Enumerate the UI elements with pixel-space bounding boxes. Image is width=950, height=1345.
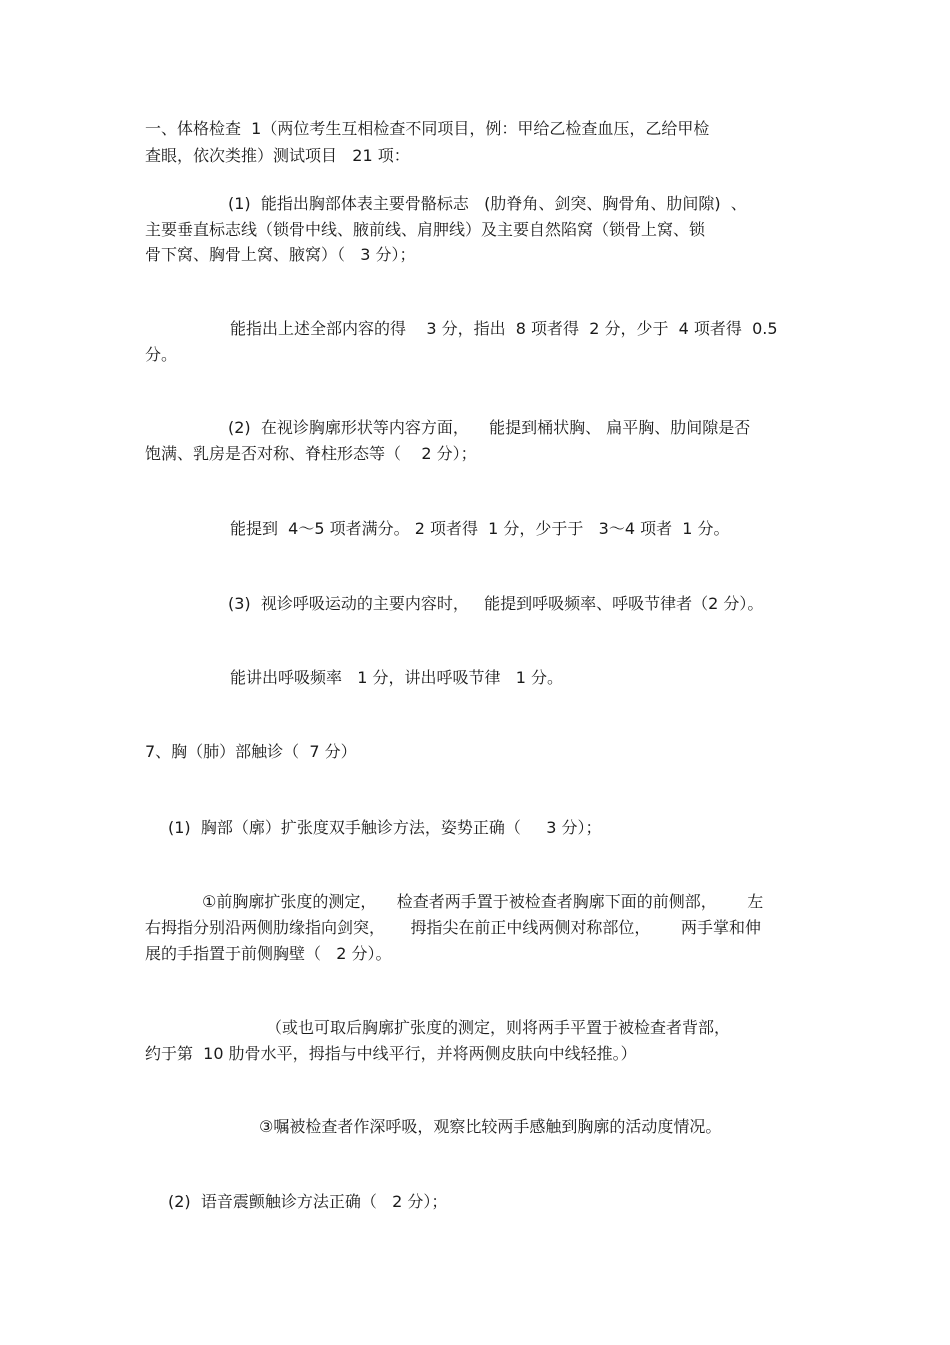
section-7-heading: 7、胸（肺）部触诊（ 7 分） [145, 742, 357, 761]
step-1-line-1: ①前胸廓扩张度的测定， 检查者两手置于被检查者胸廓下面的前侧部， 左 [202, 892, 764, 911]
step-1-line-3: 展的手指置于前侧胸壁（ 2 分）。 [145, 944, 392, 963]
alternative-line-1: （或也可取后胸廓扩张度的测定，则将两手平置于被检查者背部， [266, 1018, 731, 1037]
item-2-line-1: (2) 在视诊胸廓形状等内容方面， 能提到桶状胸、 扁平胸、肋间隙是否 [228, 418, 751, 437]
item-1-scoring-line-1: 能指出上述全部内容的得 3 分，指出 8 项者得 2 分，少于 4 项者得 0.5 [230, 319, 778, 338]
step-3: ③嘱被检查者作深呼吸，观察比较两手感触到胸廓的活动度情况。 [259, 1117, 722, 1136]
item-1-line-2: 主要垂直标志线（锁骨中线、腋前线、肩胛线）及主要自然陷窝（锁骨上窝、锁 [145, 220, 706, 239]
item-7-2: (2) 语音震颤触诊方法正确（ 2 分）； [168, 1192, 448, 1211]
item-1-line-3: 骨下窝、胸骨上窝、腋窝）（ 3 分）； [145, 245, 416, 264]
item-7-1: (1) 胸部（廓）扩张度双手触诊方法，姿势正确（ 3 分）； [168, 818, 602, 837]
alternative-line-2: 约于第 10 肋骨水平，拇指与中线平行，并将两侧皮肤向中线轻推。） [145, 1044, 637, 1063]
item-1-line-1: (1) 能指出胸部体表主要骨骼标志 (肋脊角、剑突、胸骨角、肋间隙) 、 [228, 194, 747, 213]
section-heading-line-2: 查眼，依次类推）测试项目 21 项： [145, 146, 410, 165]
item-3: (3) 视诊呼吸运动的主要内容时， 能提到呼吸频率、呼吸节律者（2 分）。 [228, 594, 764, 613]
item-2-line-2: 饱满、乳房是否对称、脊柱形态等（ 2 分）； [145, 444, 477, 463]
section-heading-line-1: 一、体格检查 1（两位考生互相检查不同项目，例：甲给乙检查血压，乙给甲检 [145, 119, 710, 138]
item-2-scoring: 能提到 4～5 项者满分。 2 项者得 1 分，少于于 3～4 项者 1 分。 [230, 519, 730, 538]
item-1-scoring-line-2: 分。 [145, 345, 178, 364]
item-3-scoring: 能讲出呼吸频率 1 分，讲出呼吸节律 1 分。 [230, 668, 564, 687]
step-1-line-2: 右拇指分别沿两侧肋缘指向剑突， 拇指尖在前正中线两侧对称部位， 两手掌和伸 [145, 918, 761, 937]
